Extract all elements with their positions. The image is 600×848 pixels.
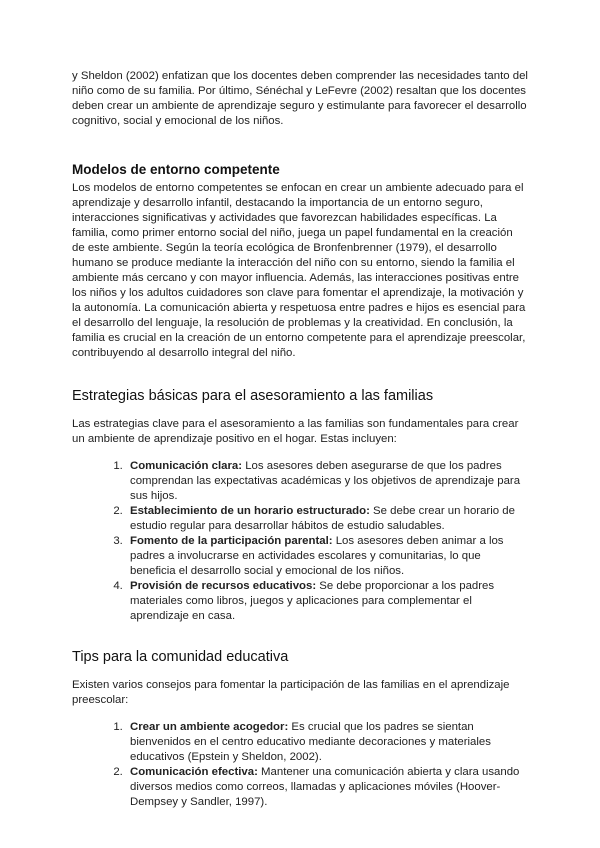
list-item [126,579,528,624]
section-intro-estrategias: Las estrategias clave para el asesoramiento a las familias son fundamentales para crear un ambiente de aprendizaje positivo en el hogar. Estas incluyen: [72,418,519,445]
intro-paragraph: y Sheldon (2002) enfatizan que los docentes deben comprender las necesidades tanto del niño como de su familia. Por último, Sénéchal y LeFevre (2002) resaltan que los docentes deben crear un ambiente de aprendizaje seguro y estimulante para favorecer el desarrollo cognitivo, social y emocional de los niños. [72,70,528,127]
list-item-lead: Crear un ambiente acogedor: [130,721,289,733]
list-item-text: Se debe proporcionar a los padres materiales como libros, juegos y aplicaciones para complementar el aprendizaje en casa. [130,580,495,622]
list-item [126,534,528,579]
section-paragraph-modelos: Los modelos de entorno competentes se enfocan en crear un ambiente adecuado para el aprendizaje y desarrollo infantil, destacando la importancia de un entorno seguro, interacciones significativas y actividades que favorezcan habilidades específicas. La familia, como primer entorno social del niño, juega un papel fundamental en la creación de este ambiente. Según la teoría ecológica de Bronfenbrenner (1979), el desarrollo humano se produce mediante la interacción del niño con su entorno, siendo la familia el ambiente más cercano y con mayor influencia. Además, las interacciones positivas entre los niños y los adultos cuidadores son clave para fomentar el aprendizaje, la motivación y la autonomía. La comunicación abierta y respetuosa entre padres e hijos es esencial para el desarrollo del lenguaje, la resolución de problemas y la creatividad. En conclusión, la familia es crucial en la creación de un entorno competente para el aprendizaje preescolar, contribuyendo al desarrollo integral del niño. [72,182,526,359]
list-item-text: Los asesores deben animar a los padres a involucrarse en actividades escolares y comunitarias, lo que beneficia el desarrollo social y emocional de los niños. [130,535,504,577]
section-intro-tips: Existen varios consejos para fomentar la participación de las familias en el aprendizaje preescolar: [72,679,510,706]
list-item-lead: Comunicación efectiva: [130,766,258,778]
list-item [126,720,528,765]
list-item [126,765,528,810]
document-content [72,69,528,810]
list-item-text: Los asesores deben asegurarse de que los padres comprendan las expectativas académicas y los objetivos de aprendizaje para sus hijos. [130,460,521,502]
section-heading-tips: Tips para la comunidad educativa [72,649,289,665]
list-item [126,504,528,534]
estrategias-list [72,459,528,624]
list-item [126,459,528,504]
list-item-lead: Provisión de recursos educativos: [130,580,317,592]
tips-list [72,720,528,810]
list-item-text: Se debe crear un horario de estudio regular para desarrollar hábitos de estudio saludables. [130,505,515,532]
section-heading-modelos: Modelos de entorno competente [72,162,280,177]
list-item-text: Mantener una comunicación abierta y clara usando diversos medios como correos, llamadas y aplicaciones móviles (Hoover-Dempsey y Sandler, 1997). [130,766,520,808]
list-item-lead: Fomento de la participación parental: [130,535,333,547]
list-item-lead: Comunicación clara: [130,460,243,472]
section-heading-estrategias: Estrategias básicas para el asesoramiento a las familias [72,388,434,404]
list-item-lead: Establecimiento de un horario estructurado: [130,505,370,517]
list-item-text: Es crucial que los padres se sientan bienvenidos en el centro educativo mediante decoraciones y materiales educativos (Epstein y Sheldon, 2002). [130,721,491,763]
